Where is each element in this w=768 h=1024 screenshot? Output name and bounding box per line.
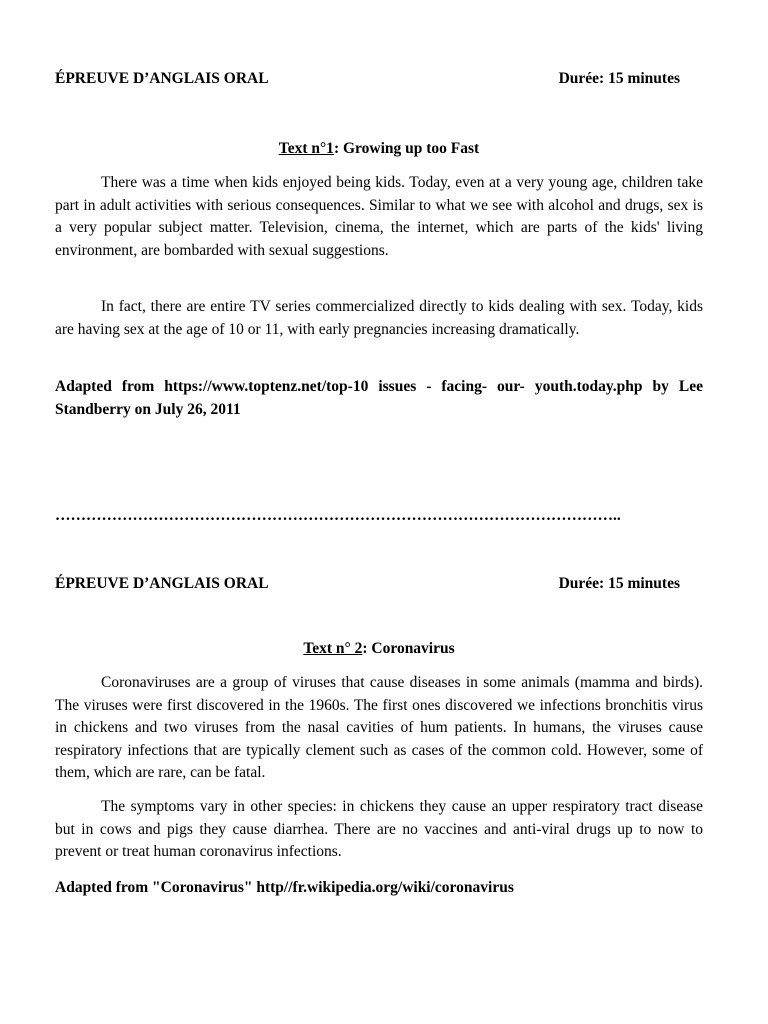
exam1-header-title: ÉPREUVE D’ANGLAIS ORAL xyxy=(55,70,269,87)
exam2-header-duration: Durée: 15 minutes xyxy=(558,575,680,592)
exam1-text-title xyxy=(55,139,703,159)
exam1-header-duration: Durée: 15 minutes xyxy=(558,70,680,87)
separator-dotted-line: ……………………………………………………………………………………………….. xyxy=(55,507,621,524)
exam2-text-number: Text n° 2 xyxy=(303,640,363,657)
exam2-header-title: ÉPREUVE D’ANGLAIS ORAL xyxy=(55,575,269,592)
exam2-paragraph-1: Coronaviruses are a group of viruses that cause diseases in some animals (mamma and birds). The viruses were first discovered in the 1960s. The first ones discovered we infections bronchitis virus in chickens and two viruses from the nasal cavities of hum patients. In humans, the viruses cause respiratory infections that are typically clement such as cases of the common cold. However, some of them, which are rare, can be fatal. xyxy=(55,674,703,782)
exam1-paragraph-1: There was a time when kids enjoyed being kids. Today, even at a very young age, children take part in adult activities with serious consequences. Similar to what we see with alcohol and drugs, sex is a very popular subject matter. Television, cinema, the internet, which are parts of the kids' living environment, are bombarded with sexual suggestions. xyxy=(55,174,703,259)
exam2-paragraph-2: The symptoms vary in other species: in chickens they cause an upper respiratory tract disease but in cows and pigs they cause diarrhea. There are no vaccines and anti-viral drugs up to now to prevent or treat human coronavirus infections. xyxy=(55,798,703,861)
exam1-text-number: Text n°1 xyxy=(278,140,334,157)
exam1-text-heading: : Growing up too Fast xyxy=(333,140,480,157)
exam2-source: Adapted from "Coronavirus" http//fr.wikipedia.org/wiki/coronavirus xyxy=(55,879,514,896)
exam1-paragraph-2: In fact, there are entire TV series commercialized directly to kids dealing with sex. Today, kids are having sex at the age of 10 or 11, with early pregnancies increasing dramatically. xyxy=(55,298,703,338)
exam2-text-title xyxy=(55,639,703,659)
exam1-source: Adapted from https://www.toptenz.net/top-10 issues - facing- our- youth.today.php by Lee Standberry on July 26, 2011 xyxy=(55,378,703,418)
exam2-text-heading: : Coronavirus xyxy=(362,640,455,657)
